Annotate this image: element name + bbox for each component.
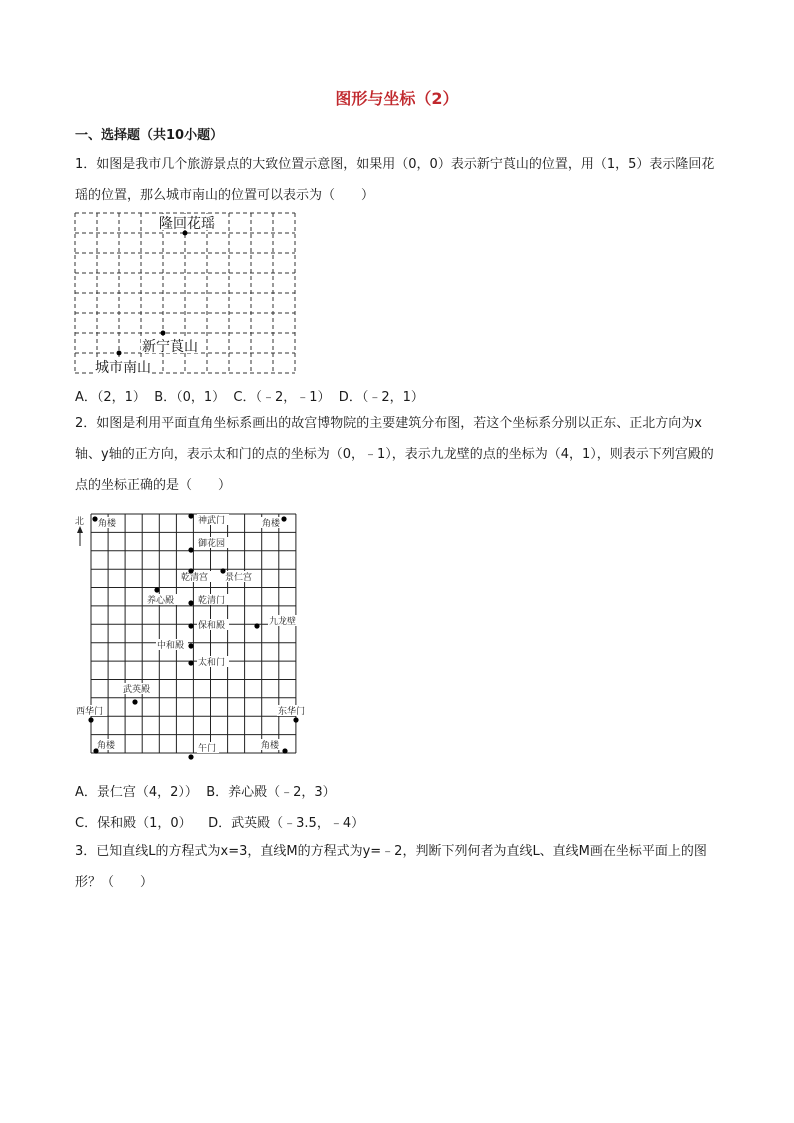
shenwumen-label: 神武门 [198, 516, 226, 526]
question-2-text: 2．如图是利用平面直角坐标系画出的故宫博物院的主要建筑分布图，若这个坐标系分别以正东、正北方向为x轴、y轴的正方向，表示太和门的点的坐标为（0，﹣1），表示九龙壁的点的坐标为（4，1），则表示下列宫殿的点的坐标正确的是（ ） [75, 416, 714, 493]
xinning-label: 新宁莨山 [142, 339, 198, 355]
jiaolou-sw-label: 角楼 [97, 741, 116, 751]
yuhuayuan-label: 御花园 [198, 539, 226, 549]
zhonghedian-label: 中和殿 [157, 641, 185, 651]
question-2-palace-map [74, 508, 310, 764]
question-1-grid-figure [74, 212, 300, 376]
jiulongbi-label: 九龙壁 [269, 617, 297, 627]
question-2-options-line-1: A．景仁宫（4，2）） B．养心殿（﹣2，3） [75, 785, 336, 800]
page-title: 图形与坐标（2） [335, 89, 459, 108]
north-label: 北 [75, 517, 85, 527]
baohedian-label: 保和殿 [198, 621, 226, 631]
donghuamen-label: 东华门 [278, 707, 306, 717]
qianqingmen-label: 乾清门 [198, 596, 226, 606]
question-3-text: 3．已知直线L的方程式为x=3，直线M的方程式为y=﹣2，判断下列何者为直线L、直线M画在坐标平面上的图形？（ ） [75, 844, 707, 890]
section-heading: 一、选择题（共10小题） [75, 128, 224, 143]
xinning-point [161, 331, 166, 336]
nanshan-label: 城市南山 [95, 360, 151, 376]
jiaolou-nw-label: 角楼 [98, 519, 117, 529]
wuyingdian-label: 武英殿 [123, 685, 151, 695]
qianqinggong-label: 乾清宫 [181, 573, 209, 583]
jiaolou-se-label: 角楼 [261, 741, 280, 751]
yangxindian-label: 养心殿 [147, 596, 175, 606]
longhui-label: 隆回花瑶 [159, 216, 215, 232]
xihuamen-label: 西华门 [76, 707, 104, 717]
north-arrow-icon [77, 526, 83, 546]
question-2-options-line-2: C．保和殿（1，0） D．武英殿（﹣3.5，﹣4） [75, 816, 365, 831]
wumen-label: 午门 [198, 744, 217, 754]
taihemen-label: 太和门 [198, 658, 226, 668]
nanshan-point [117, 351, 122, 356]
jingrengong-label: 景仁宫 [225, 573, 253, 583]
question-1-text: 1．如图是我市几个旅游景点的大致位置示意图，如果用（0，0）表示新宁莨山的位置，用（1，5）表示隆回花瑶的位置，那么城市南山的位置可以表示为（ ） [75, 157, 715, 203]
jiaolou-ne-label: 角楼 [262, 519, 281, 529]
question-1-options: A．（2，1） B．（0，1） C．（﹣2，﹣1） D．（﹣2，1） [75, 390, 424, 405]
